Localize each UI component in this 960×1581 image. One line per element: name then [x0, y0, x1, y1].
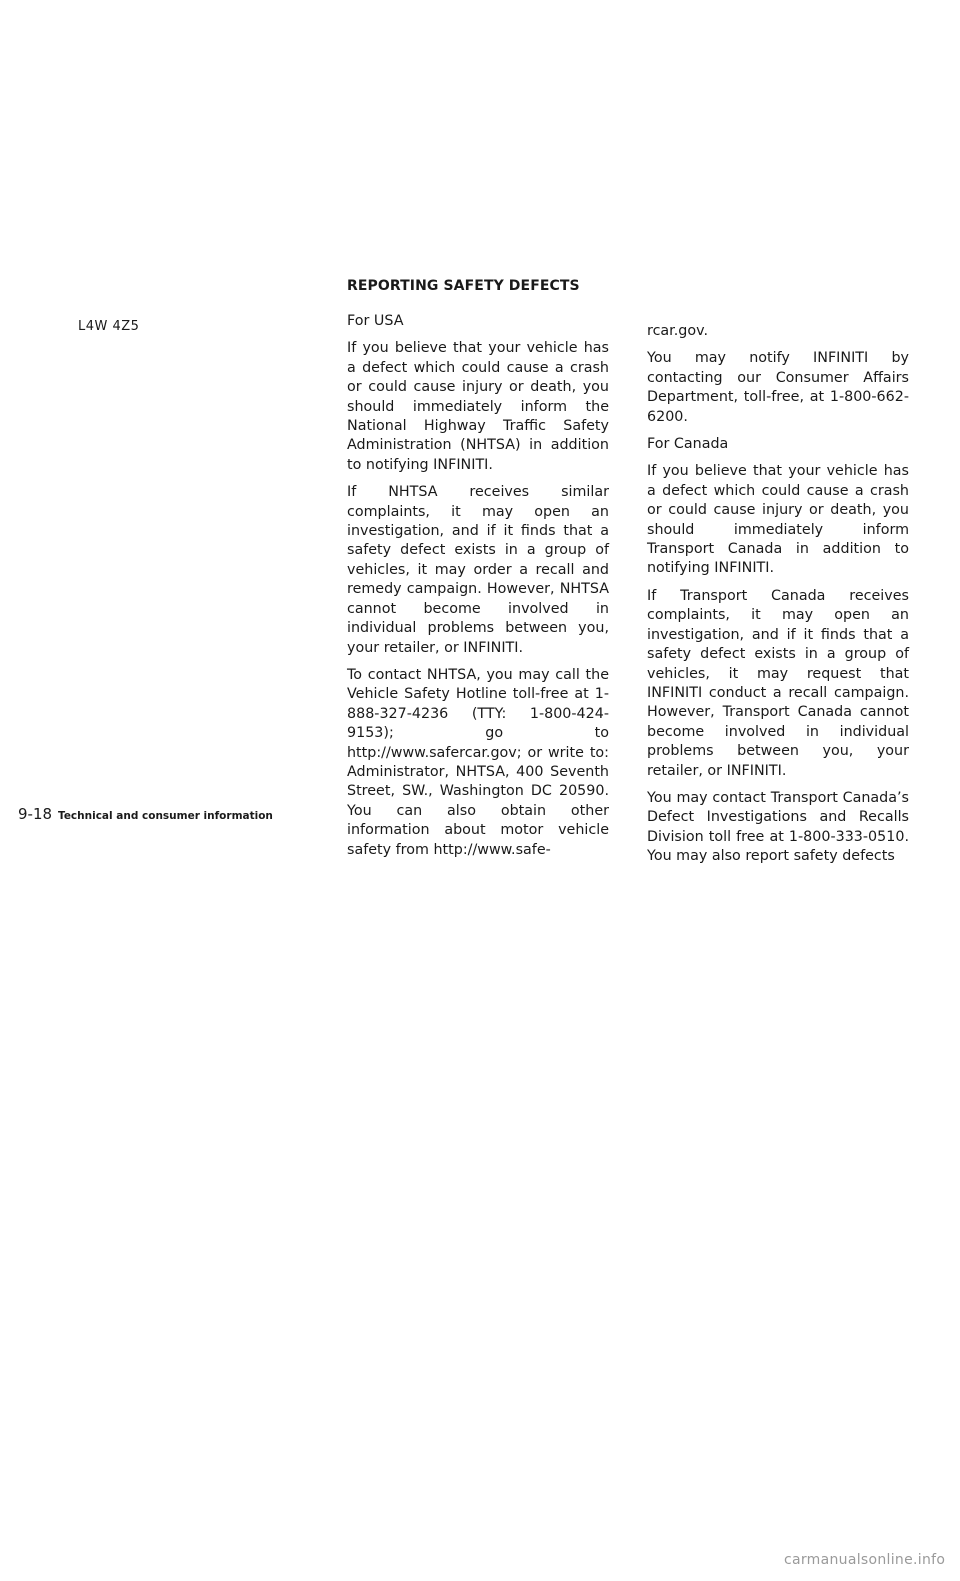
paragraph-for-usa: For USA: [347, 313, 404, 329]
page-footer: [18, 805, 273, 823]
postal-code-fragment: L4W 4Z5: [78, 319, 140, 334]
paragraph-consumer-affairs: You may notify INFINITI by contacting our Consumer Affairs Department, toll-free, at 1-800-662-6200.: [647, 350, 909, 425]
paragraph-inform-nhtsa: If you believe that your vehicle has a defect which could cause a crash or could cause injury or death, you should immediately inform the National Highway Traffic Safety Administration (NHTSA) in addition to notifying INFINITI.: [347, 340, 609, 473]
paragraph-contact-nhtsa: To contact NHTSA, you may call the Vehicle Safety Hotline toll-free at 1-888-327-4236 (TTY: 1-800-424-9153); go to http://www.safercar.gov; or write to: Administrator, NHTSA, 400 Seventh Street, SW., Washington DC 20590. You can also obtain other information about motor vehicle safety from http://www.safe-: [347, 666, 609, 858]
paragraph-inform-transport-canada: If you believe that your vehicle has a defect which could cause a crash or could cause injury or death, you should immediately inform Transport Canada in addition to notifying INFINITI.: [647, 463, 909, 577]
text-column-1: [347, 312, 609, 860]
paragraph-for-canada: For Canada: [647, 436, 729, 453]
watermark: carmanualsonline.info: [784, 1552, 946, 1568]
paragraph-nhtsa-investigation: If NHTSA receives similar complaints, it may open an investigation, and if it finds that a safety defect exists in a group of vehicles, it may order a recall and remedy campaign. However, NHTSA cannot become involved in individual problems between you, your retailer, or INFINITI.: [347, 484, 609, 656]
paragraph-transport-canada-investigation: If Transport Canada receives complaints, it may open an investigation, and if it finds that a safety defect exists in a group of vehicles, it may request that INFINITI conduct a recall campaign. However, Transport Canada cannot become involved in individual problems between you, your retailer, or INFINITI.: [647, 587, 909, 779]
page-number: 9-18: [18, 805, 53, 823]
section-heading: REPORTING SAFETY DEFECTS: [347, 278, 580, 294]
text-column-2: [647, 322, 909, 867]
footer-section-name: Technical and consumer information: [58, 810, 273, 822]
paragraph-contact-transport-canada: You may contact Transport Canada’s Defect Investigations and Recalls Division toll free at 1-800-333-0510. You may also report safety defects: [647, 789, 909, 865]
paragraph-url-continued: rcar.gov.: [647, 323, 709, 339]
